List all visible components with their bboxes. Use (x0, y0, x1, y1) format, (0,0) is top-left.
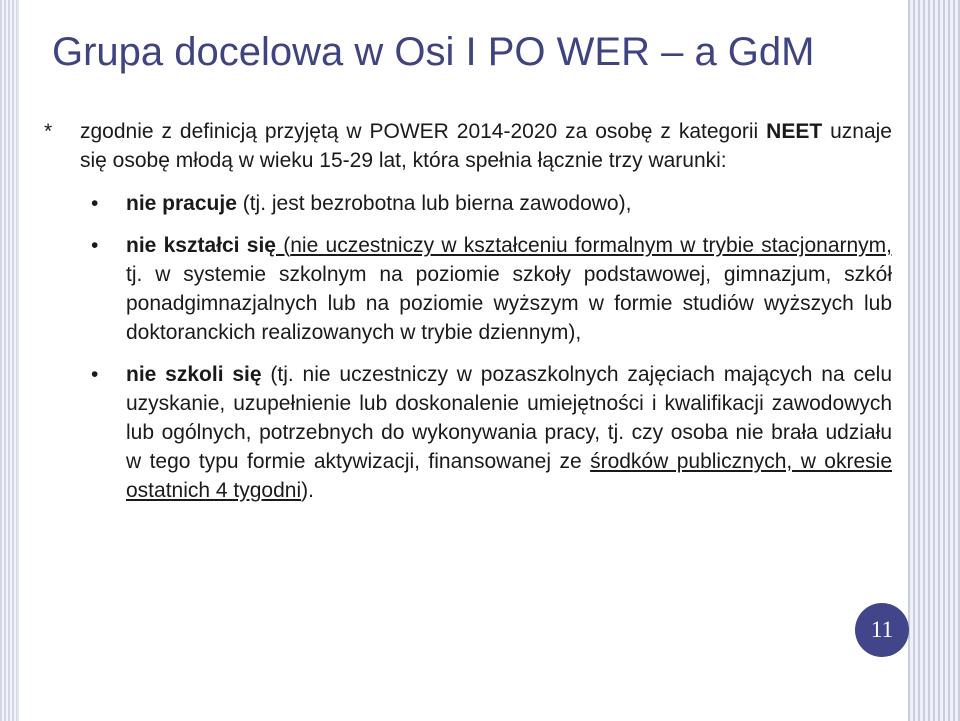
intro-text-1: zgodnie z definicją przyjętą w POWER 2014-2020 za osobę z kategorii (80, 120, 767, 143)
item-paren-open: ( (275, 234, 291, 257)
intro-paragraph (44, 117, 892, 175)
item-underlined-text: nie uczestniczy w kształceniu formalnym w trybie stacjonarnym, (290, 234, 892, 257)
bullet-icon: • (91, 363, 99, 386)
item-text-end: ). (301, 479, 314, 502)
item-term: nie szkoli się (126, 363, 262, 386)
item-text: (tj. nie uczestniczy w pozaszkolnych zajęciach mających na celu uzyskanie, uzupełnienie lub doskonalenie umiejętności i kwalifikacji zawodowych lub ogólnych, potrzebnych do wykonywania pracy, tj. czy osoba nie brała udziału w tego typu formie aktywizacji, finansowanej ze (126, 363, 892, 473)
item-term: nie kształci się (126, 234, 276, 257)
list-item-nie-szkoli-sie (44, 360, 892, 505)
list-item-nie-pracuje (44, 189, 892, 218)
list-item-nie-ksztalci-sie (44, 231, 892, 347)
slide-title: Grupa docelowa w Osi I PO WER – a GdM (52, 30, 815, 74)
item-text: (tj. jest bezrobotna lub bierna zawodowo), (236, 192, 632, 215)
item-underlined-text: środków publicznych, w okresie ostatnich 4 tygodni (126, 450, 893, 502)
neet-term: NEET (766, 120, 823, 143)
bullet-icon: • (91, 234, 99, 257)
asterisk-marker: * (44, 120, 53, 143)
intro-text-2: uznaje się osobę młodą w wieku 15-29 lat, która spełnia łącznie trzy warunki: (80, 120, 892, 172)
conditions-list (44, 189, 892, 505)
item-term: nie pracuje (126, 192, 237, 215)
right-decorative-stripes (908, 0, 960, 721)
slide-body (44, 117, 892, 518)
left-decorative-stripes (0, 0, 17, 721)
item-text: tj. w systemie szkolnym na poziomie szkoły podstawowej, gimnazjum, szkół ponadgimnazjalnych lub na poziomie wyższym w formie studiów wyższych lub doktoranckich realizowanych w trybie dziennym), (126, 263, 892, 344)
left-divider (17, 0, 19, 721)
page-number-badge: 11 (855, 603, 909, 657)
bullet-icon: • (91, 192, 99, 215)
